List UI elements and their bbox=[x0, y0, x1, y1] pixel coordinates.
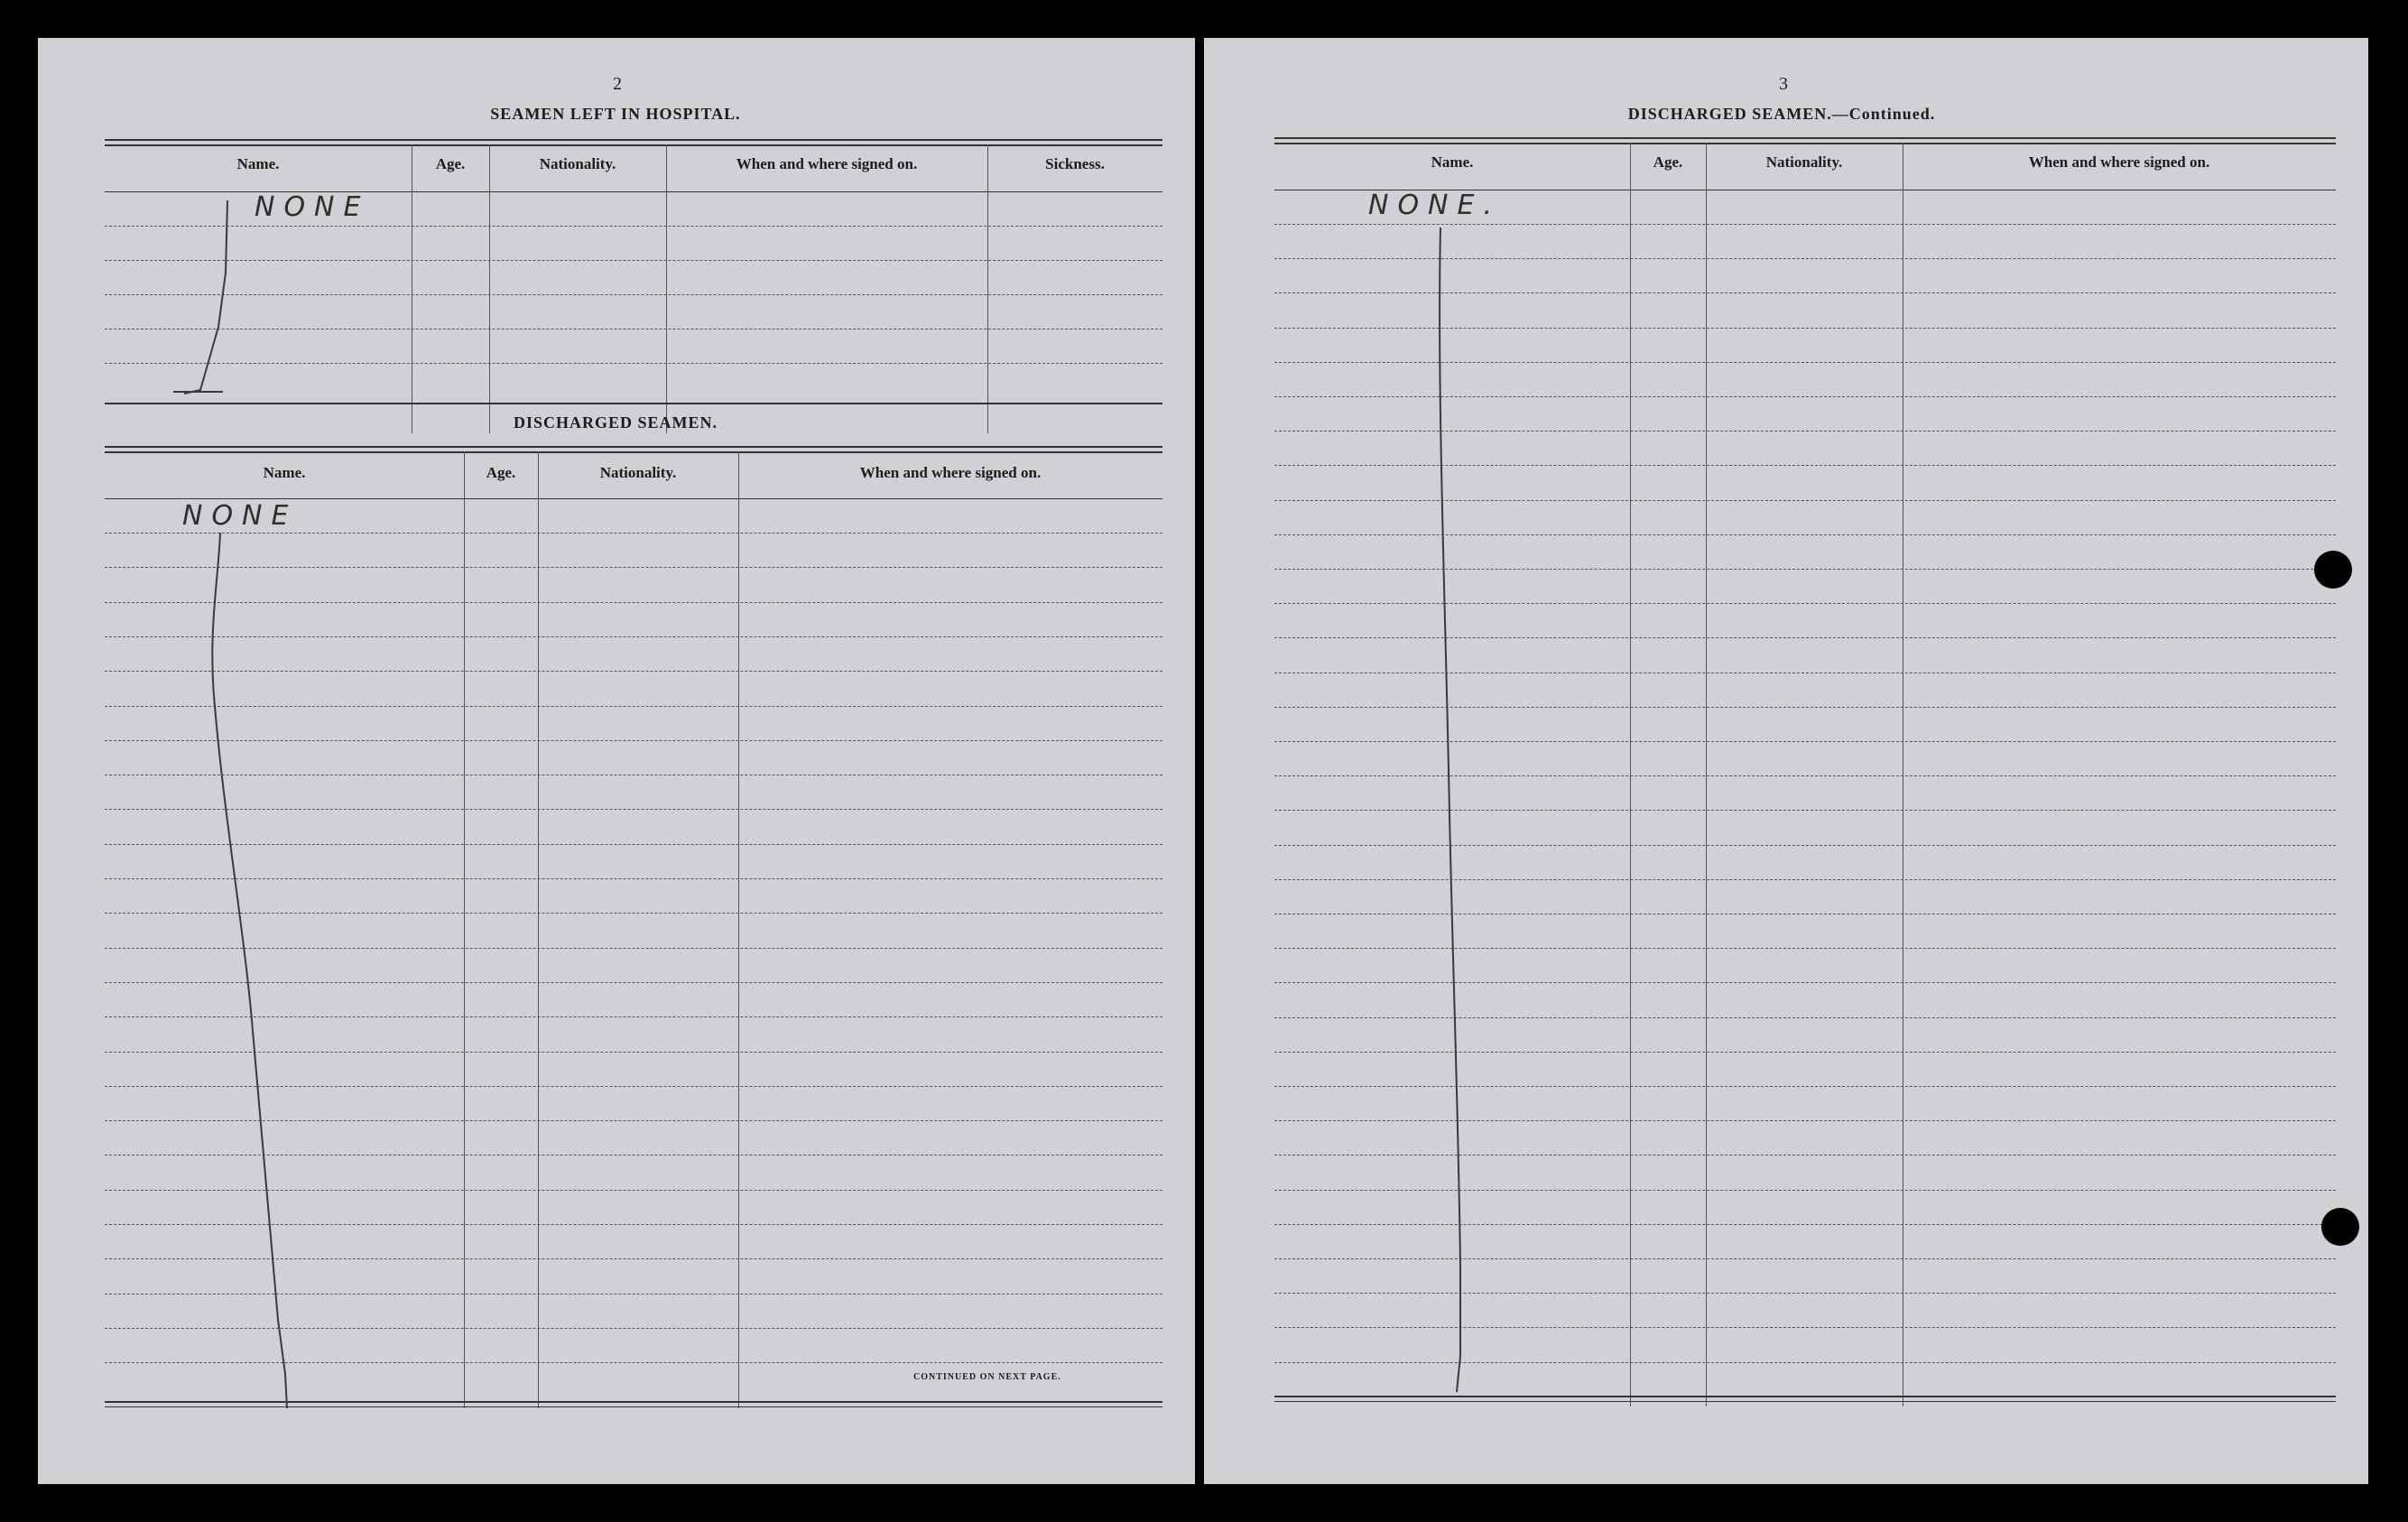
column-header-name: Name. bbox=[1431, 153, 1474, 171]
handwritten-entry: NONE. bbox=[1368, 190, 1501, 221]
pencil-strokes bbox=[38, 38, 1195, 1484]
column-header-nationality: Nationality. bbox=[599, 464, 677, 481]
pencil-strokes bbox=[1204, 38, 2368, 1484]
column-header-signed-on: When and where signed on. bbox=[736, 155, 918, 172]
column-header-age: Age. bbox=[1653, 153, 1683, 171]
column-header-nationality: Nationality. bbox=[539, 155, 616, 172]
handwritten-entry: NONE bbox=[182, 500, 298, 532]
right-page bbox=[1204, 38, 2368, 1484]
discharged-continued-title: DISCHARGED SEAMEN.—Continued. bbox=[1627, 105, 1936, 123]
page-number: 3 bbox=[1779, 74, 1788, 94]
column-header-age: Age. bbox=[435, 155, 466, 172]
column-header-signed-on: When and where signed on. bbox=[859, 464, 1042, 481]
hospital-section-title: SEAMEN LEFT IN HOSPITAL. bbox=[490, 105, 741, 123]
column-header-name: Name. bbox=[236, 155, 280, 172]
column-header-age: Age. bbox=[486, 464, 516, 481]
discharged-section-title: DISCHARGED SEAMEN. bbox=[513, 413, 718, 432]
column-header-name: Name. bbox=[263, 464, 306, 481]
continued-footer: CONTINUED ON NEXT PAGE. bbox=[913, 1372, 1061, 1382]
punch-hole bbox=[2321, 1208, 2359, 1246]
column-header-signed-on: When and where signed on. bbox=[2028, 153, 2210, 171]
column-header-sickness: Sickness. bbox=[1045, 155, 1105, 172]
page-number: 2 bbox=[613, 74, 622, 94]
punch-hole bbox=[2314, 551, 2352, 589]
handwritten-entry: NONE bbox=[255, 191, 370, 223]
left-page bbox=[38, 38, 1195, 1484]
column-header-nationality: Nationality. bbox=[1765, 153, 1843, 171]
